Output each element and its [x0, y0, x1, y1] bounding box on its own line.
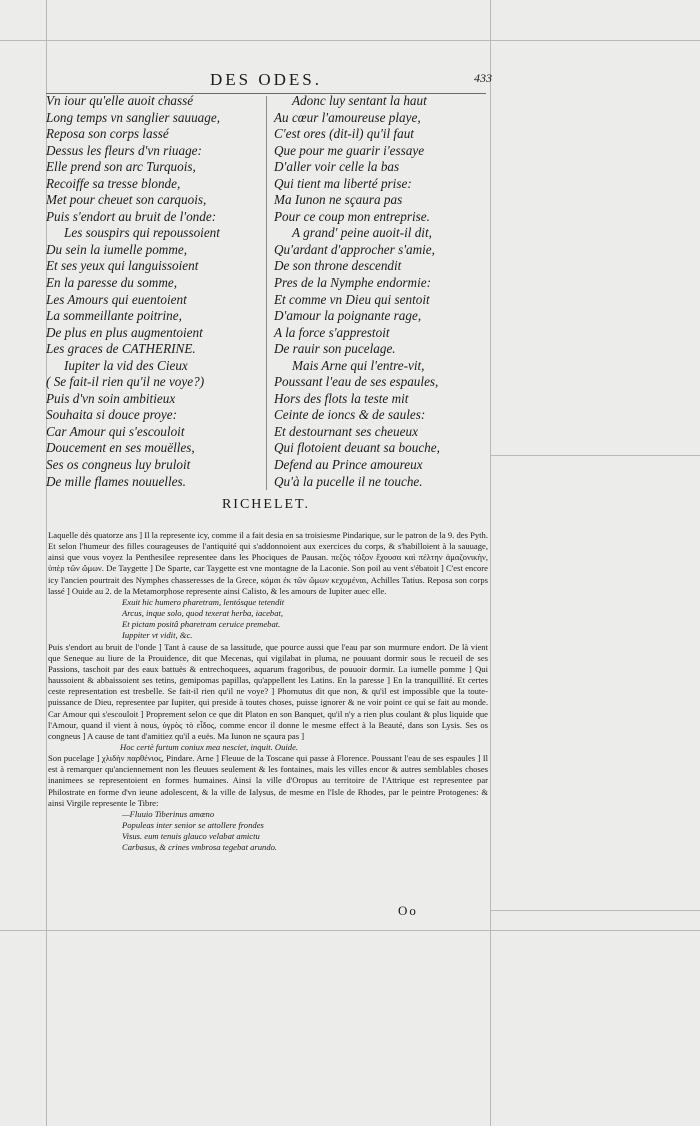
verse-line: Qu'ardant d'approcher s'amie,: [274, 241, 435, 257]
verse-line: Elle prend son arc Turquois,: [46, 159, 196, 175]
verse-column-right: [274, 93, 490, 490]
verse-line: De son throne descendit: [274, 258, 402, 274]
commentary-paragraph: Son pucelage ] χλιδὴν παρθένιος, Pindare. Arne ] Fleuue de la Toscane qui passe à Florence. Poussant l'eau de ses espaules ] Il est à remarquer qu'anciennement non les fleuues seulement & les fontaines, mais les villes encor & autres semblables choses inanimees se representoient en formes humaines. Ainsi la ville d'Oropus au territoire de l'Attrique est representee par Philostrate en forme d'vn ieune adolescent, & la ville de Ialysus, de mesme en l'Isle de Rhodes, par le peintre Protogenes: & ainsi Virgile represente le Tibre:: [48, 753, 488, 808]
verse-line: Qui tient ma liberté prise:: [274, 175, 412, 191]
verse-line: Pour ce coup mon entreprise.: [274, 208, 430, 224]
verse-line: La sommeillante poitrine,: [46, 308, 182, 324]
verse-line: A la force s'apprestoit: [274, 324, 390, 340]
verse-line: De mille flames nouuelles.: [46, 473, 186, 489]
page-header: [46, 70, 492, 94]
latin-quote-line: Hoc certè furtum coniux mea nesciet, inquit. Ouide.: [120, 741, 299, 752]
verse-line: ( Se fait-il rien qu'il ne voye?): [46, 374, 205, 390]
verse-line: Recoiffe sa tresse blonde,: [46, 175, 181, 191]
verse-line: De plus en plus augmentoient: [46, 324, 203, 340]
verse-line: Mais Arne qui l'entre-vit,: [292, 357, 425, 373]
verse-line: D'aller voir celle la bas: [274, 159, 400, 175]
verse-column-left: [46, 93, 262, 490]
verse-line: Que pour me guarir i'essaye: [274, 142, 425, 158]
verse-line: Puis d'vn soin ambitieux: [46, 390, 176, 406]
verse-line: Pres de la Nymphe endormie:: [274, 275, 431, 291]
verse-line: Les graces de CATHERINE.: [46, 341, 196, 357]
signature-mark: Oo: [398, 903, 418, 918]
verse-line: Adonc luy sentant la haut: [292, 93, 427, 108]
verse-line: Met pour cheuet son carquois,: [46, 192, 207, 208]
fold-line-vertical-center: [490, 0, 491, 1126]
verse-line: Puis s'endort au bruit de l'onde:: [46, 208, 217, 224]
verse-line: Long temps vn sanglier sauuage,: [46, 109, 220, 125]
verse-line: Qui flotoient deuant sa bouche,: [274, 440, 440, 456]
verse-line: A grand' peine auoit-il dit,: [292, 225, 432, 241]
latin-quote-line: Arcus, inque solo, quod texerat herba, iacebat,: [122, 608, 284, 619]
latin-quote-line: Exuit hic humero pharetram, lentósque tetendit: [122, 596, 285, 607]
verse-line: Poussant l'eau de ses espaules,: [274, 374, 439, 390]
verse-line: Reposa son corps lassé: [46, 126, 169, 142]
latin-quote-line: —Fluuio Tiberinus amœno: [122, 808, 215, 819]
verse-line: Car Amour qui s'escouloit: [46, 423, 185, 439]
fold-line-horizontal-lower: [0, 930, 700, 931]
verse-line: Ses os congneus luy bruloit: [46, 457, 191, 473]
verse-line: De rauir son pucelage.: [274, 341, 396, 357]
verse-line: Les souspirs qui repoussoient: [64, 225, 220, 241]
verse-line: Et comme vn Dieu qui sentoit: [274, 291, 430, 307]
latin-quote-line: Iuppiter vt vidit, &c.: [122, 630, 193, 641]
column-divider: [266, 96, 267, 490]
commentary-body: [48, 530, 488, 854]
verse-line: D'amour la poignante rage,: [274, 308, 422, 324]
verse-line: Souhaita si douce proye:: [46, 407, 177, 423]
fold-line-horizontal-right-2: [490, 910, 700, 911]
verse-line: Les Amours qui euentoient: [46, 291, 187, 307]
fold-line-top: [0, 40, 700, 41]
verse-line: Ceinte de ioncs & de saules:: [274, 407, 426, 423]
verse-line: Hors des flots la teste mit: [274, 390, 409, 406]
verse-line: C'est ores (dit-il) qu'il faut: [274, 126, 414, 142]
verse-line: Vn iour qu'elle auoit chassé: [46, 93, 194, 108]
verse-line: Qu'à la pucelle il ne touche.: [274, 473, 423, 489]
page-number: 433: [474, 71, 492, 85]
commentary-paragraph: Laquelle dés quatorze ans ] Il la represente icy, comme il a fait desia en sa troisiesme Pindarique, sur le patron de la 9. des Pyth. Et selon l'humeur des filles courageuses de l'antiquité qui s'addonnoient aux exercices du corps, & s'habilloient à la sauuage, ainsi que vous voyez la Penthesilee representee dans les Phociques de Pausan. πεζὸς τόξον ἔχουσα καὶ πέλτην ἀμαζονικὴν, ὑπὲρ τῶν ὤμων. De Taygette ] De Sparte, car Taygette est vne montagne de la Laconie. Son poil au vent s'ébatoit ] C'est encore icy l'ancien pourtrait des Nymphes chasseresses de la Grece, κόμαι ἐκ τῶν ὤμων κεχυμέναι, Achilles Tatius. Reposa son corps lassé ] Ouide au 2. de la Metamorphose represente ainsi Calisto, & les amours de Iupiter auec elle.: [48, 530, 488, 596]
latin-quote-line: Visus. eum tenuis glauco velabat amictu: [122, 831, 260, 842]
verse-line: Ma Iunon ne sçaura pas: [274, 192, 403, 208]
latin-quote-line: Et pictam positâ pharetram ceruice premebat.: [122, 619, 281, 630]
commentary-paragraph: Puis s'endort au bruit de l'onde ] Tant à cause de sa lassitude, que pource aussi que l'eau par son murmure endort. De là vient que Seneque au liure de la Prouidence, dit que Mecenas, qui vigilabat in pluma, ne pouuant dormir sous le recueil de ses Passions, taschoit par des eaux battuës & entrechoquees, aquarum fragoribus, de pouuoir dormir. La iumelle pomme ] Qui haussoient & abbaissoient ses tetins, gemipomas papillas, qu'appellent les Latins. En la paresse ] En la tranquillité. Et certes ceste representation est tresbelle. Se fait-il rien qu'il ne voye? ] Phornutus dit que non, & qu'il est impossible que la toute-puissance de Dieu, representee par Iupiter, qui preside à toutes choses, puisse ignorer & ne voir point ce qui se fait au monde. Car Amour qui s'escouloit ] Proprement selon ce que dit Platon en son Banquet, qu'il n'y a rien plus coulant & plus liquide que l'Amour, quand il vient à nous, ὑγρὸς τὸ εἶδος, comme encor il donne le mesme effect à la Beauté, dans son Lysis. Ses os congneus ] A cause de tant d'amitiez qu'il a euës. Ma Iunon ne sçaura pas ]: [48, 641, 488, 741]
latin-quote-line: Populeas inter senior se attollere frondes: [122, 820, 264, 831]
fold-line-horizontal-right: [490, 455, 700, 456]
verse-line: Dessus les fleurs d'vn riuage:: [46, 142, 202, 158]
latin-quote-line: Carbasus, & crines vmbrosa tegebat arundo.: [122, 842, 278, 853]
verse-line: En la paresse du somme,: [46, 275, 178, 291]
verse-line: Iupiter la vid des Cieux: [64, 357, 188, 373]
running-title: DES ODES.: [209, 70, 322, 89]
verse-line: Defend au Prince amoureux: [274, 457, 423, 473]
verse-line: Et ses yeux qui languissoient: [46, 258, 199, 274]
commentary-title: RICHELET.: [221, 497, 311, 512]
verse-line: Et destournant ses cheueux: [274, 423, 418, 439]
verse-line: Du sein la iumelle pomme,: [46, 241, 188, 257]
verse-line: Au cœur l'amoureuse playe,: [274, 109, 421, 125]
verse-line: Doucement en ses mouëlles,: [46, 440, 195, 456]
